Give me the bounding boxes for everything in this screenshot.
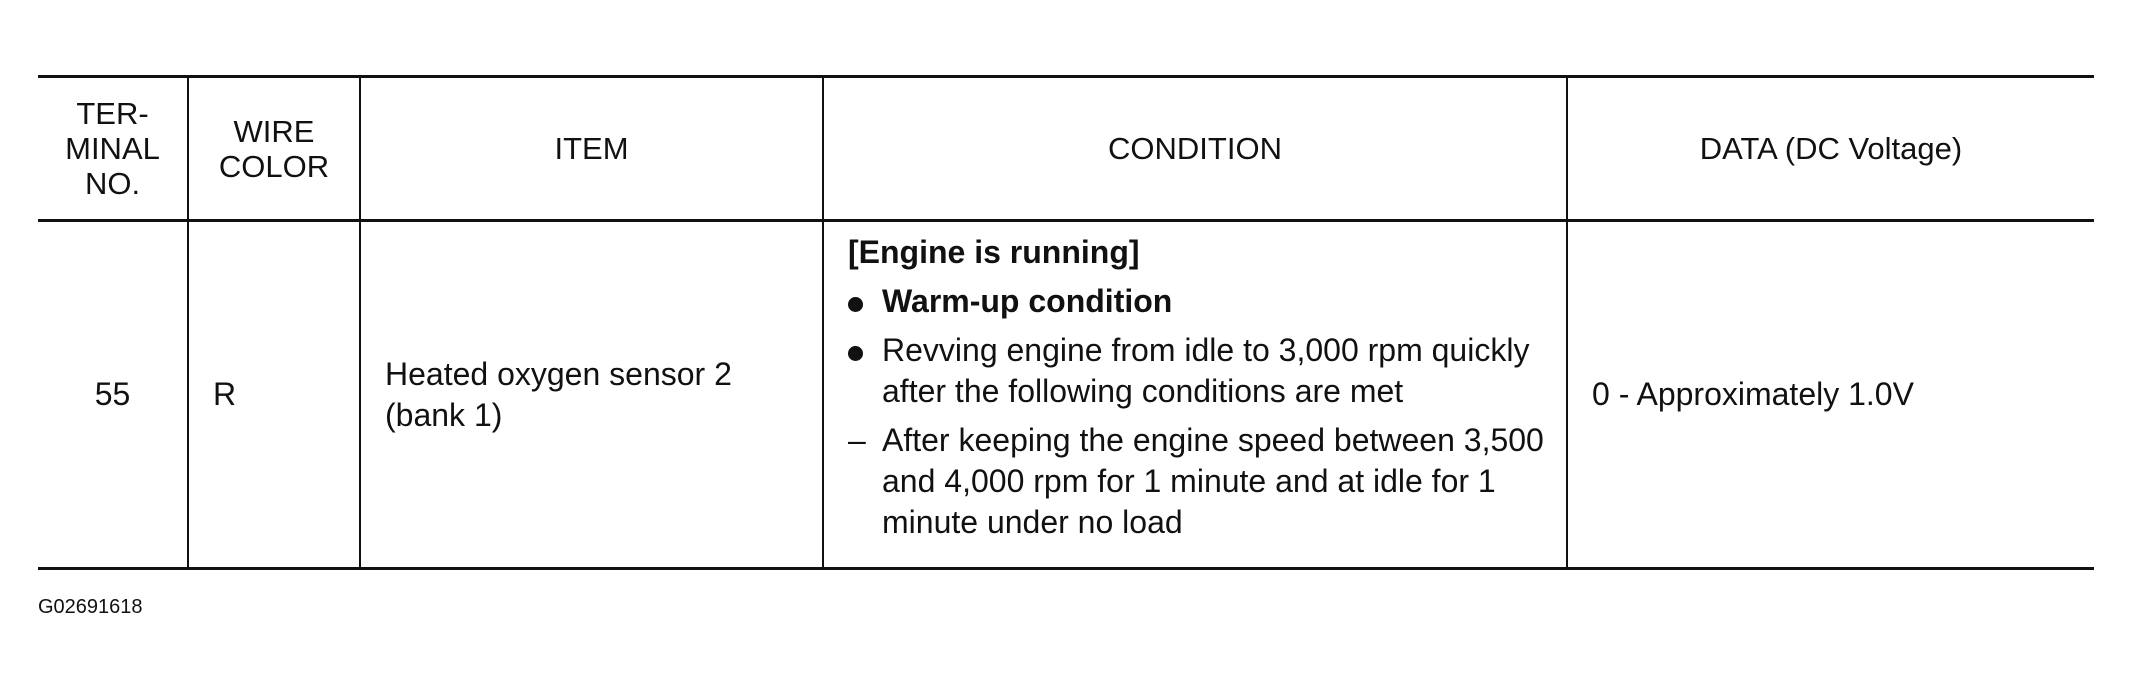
table-row <box>38 221 2094 569</box>
condition-heading: [Engine is running] <box>848 234 1140 270</box>
header-terminal-no <box>38 77 188 221</box>
cell-item <box>360 221 823 569</box>
item-description: Heated oxygen sensor 2 (bank 1) <box>385 355 732 433</box>
header-row <box>38 77 2094 221</box>
header-data <box>1567 77 2094 221</box>
header-wire-color <box>188 77 360 221</box>
condition-dash-1 <box>848 420 1558 543</box>
figure-id: G02691618 <box>38 596 143 618</box>
cell-condition <box>823 221 1567 569</box>
condition-bullet-2 <box>848 330 1558 412</box>
cell-data <box>1567 221 2094 569</box>
terminal-data-table <box>38 75 2094 570</box>
condition-bullet-1-text: Warm-up condition <box>882 283 1173 319</box>
bullet-icon <box>848 281 882 322</box>
header-condition <box>823 77 1567 221</box>
wire-color-value: R <box>213 376 237 412</box>
condition-bullet-2-text: Revving engine from idle to 3,000 rpm quickly after the following conditions are met <box>882 332 1530 409</box>
data-value: 0 - Approximately 1.0V <box>1592 376 1914 412</box>
bullet-icon <box>848 330 882 412</box>
cell-wire-color <box>188 221 360 569</box>
cell-terminal-no <box>38 221 188 569</box>
header-item-label: ITEM <box>554 131 629 166</box>
header-item <box>360 77 823 221</box>
condition-bullet-1 <box>848 281 1558 322</box>
ecm-terminal-table <box>38 75 2094 570</box>
header-wire-color-label: WIRE COLOR <box>218 113 330 184</box>
header-condition-label: CONDITION <box>1108 131 1282 166</box>
header-terminal-label: TER- MINAL NO. <box>65 96 160 201</box>
condition-dash-1-text: After keeping the engine speed between 3,500 and 4,000 rpm for 1 minute and at idle for 1 minute under no load <box>882 422 1544 540</box>
terminal-number: 55 <box>94 376 131 412</box>
header-data-label: DATA (DC Voltage) <box>1699 131 1963 166</box>
dash-icon: – <box>848 422 866 458</box>
